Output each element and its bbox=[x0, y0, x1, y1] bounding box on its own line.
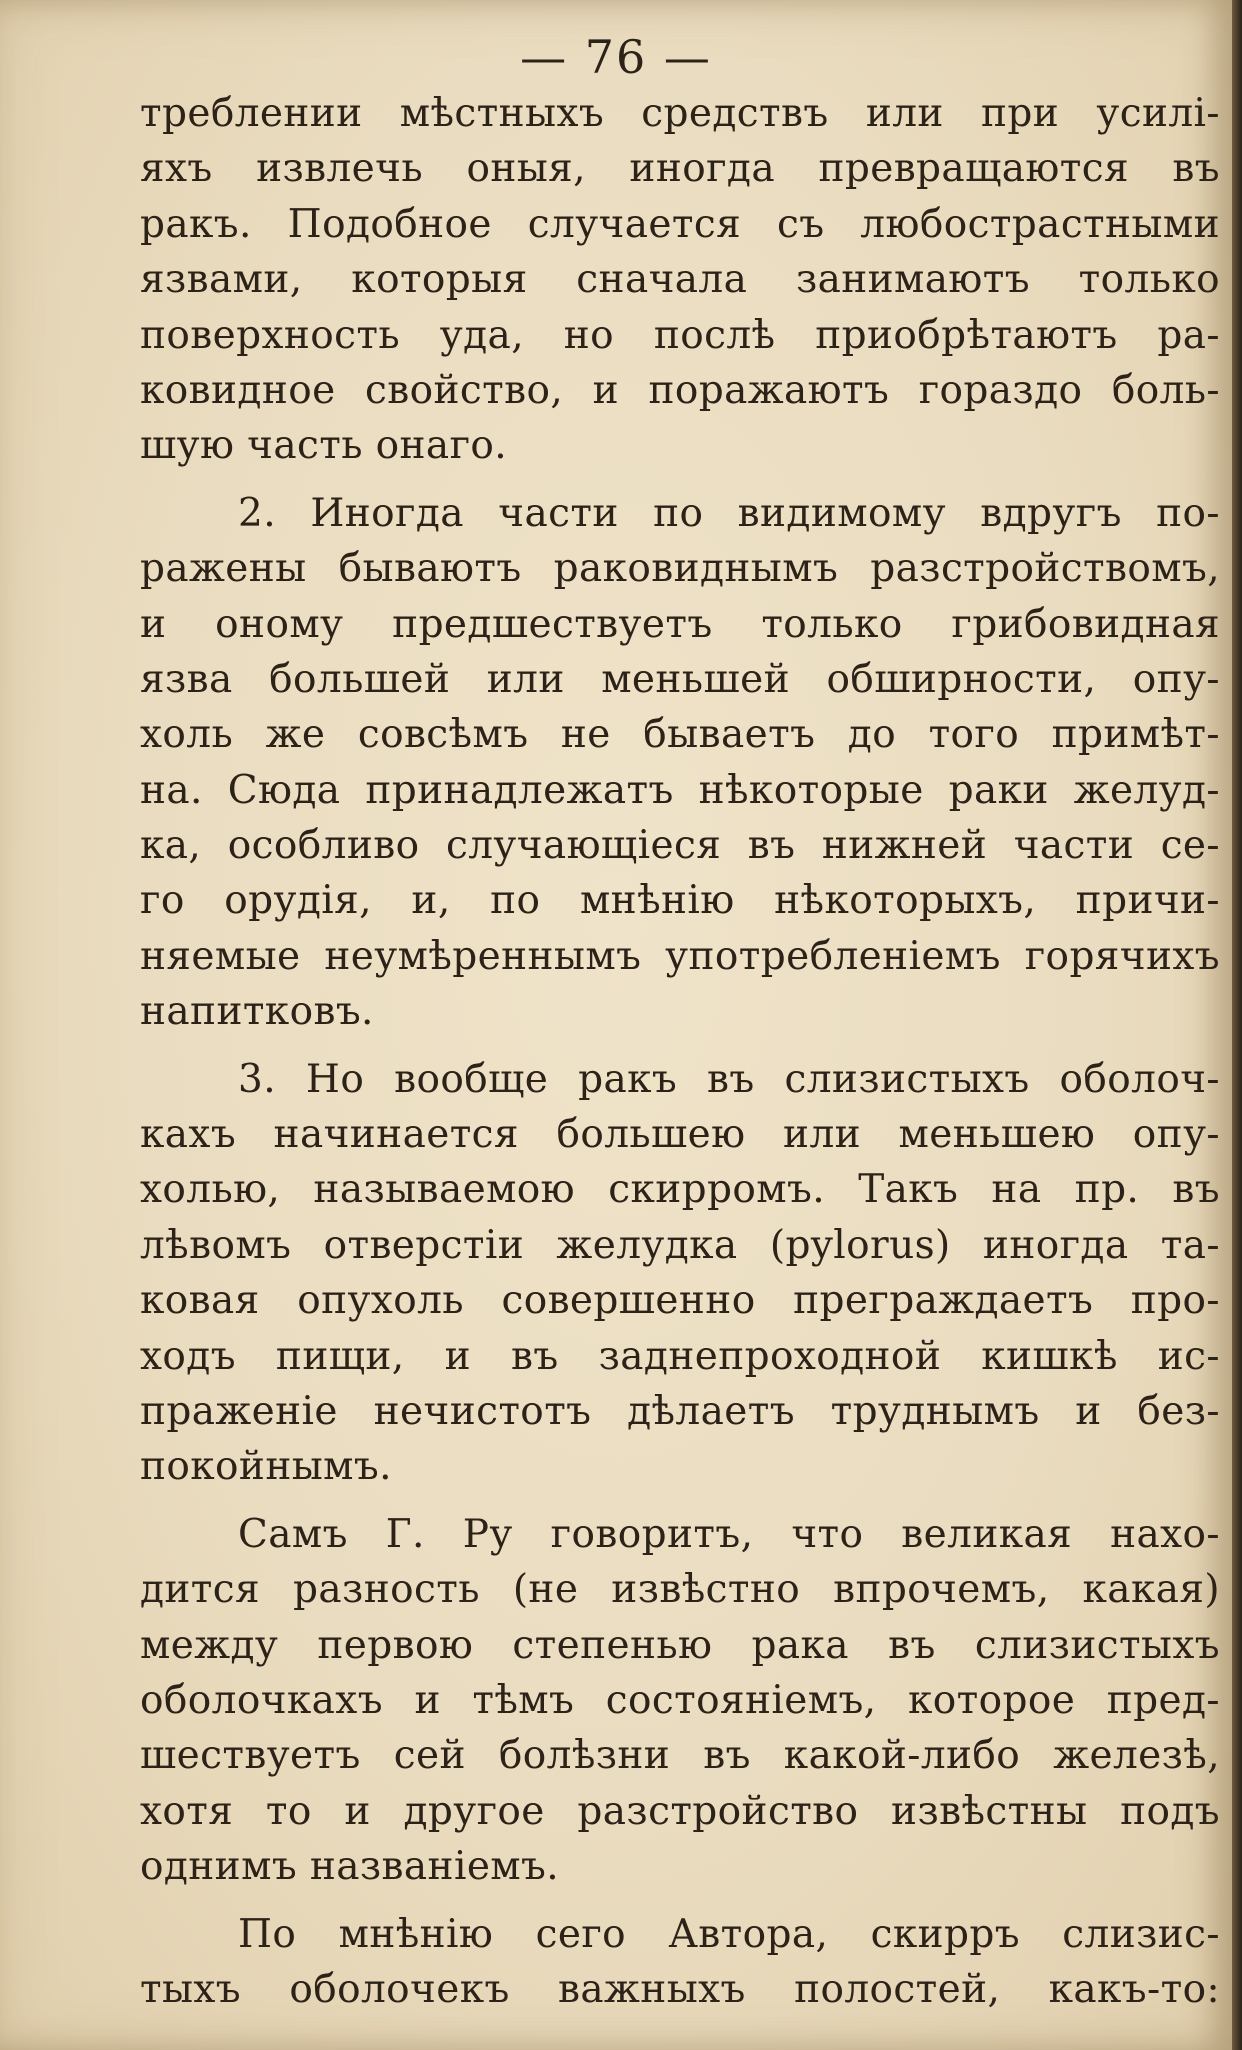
text-line: хотя то и другое разстройство извѣстны подъ bbox=[140, 1788, 1220, 1834]
text-line: праженіе нечистотъ дѣлаетъ труднымъ и без- bbox=[140, 1388, 1220, 1434]
paragraph-1 bbox=[140, 86, 1220, 474]
text-line: однимъ названіемъ. bbox=[140, 1844, 560, 1890]
text-line: на. Сюда принадлежатъ нѣкоторые раки желуд- bbox=[140, 767, 1220, 813]
text-line: лѣвомъ отверстіи желудка (pylorus) иногда та- bbox=[140, 1222, 1220, 1268]
text-line: Самъ Г. Ру говоритъ, что великая нахо- bbox=[238, 1511, 1220, 1557]
text-line: По мнѣнію сего Автора, скирръ слизис- bbox=[238, 1911, 1220, 1957]
text-line: поверхность уда, но послѣ приобрѣтаютъ ра- bbox=[140, 312, 1220, 358]
paragraph-4 bbox=[140, 1507, 1220, 1895]
page-text bbox=[140, 86, 1220, 2017]
text-line: язвами, которыя сначала занимаютъ только bbox=[140, 257, 1220, 303]
page-edge-shadow bbox=[1232, 0, 1242, 2050]
text-line: холью, называемою скирромъ. Такъ на пр. въ bbox=[140, 1167, 1220, 1213]
page-number-header: — 76 — bbox=[520, 30, 712, 84]
text-line: яхъ извлечь оныя, иногда превращаются въ bbox=[140, 146, 1220, 192]
text-line: ходъ пищи, и въ заднепроходной кишкѣ ис- bbox=[140, 1333, 1220, 1379]
text-line: ракъ. Подобное случается съ любострастными bbox=[140, 201, 1220, 247]
text-line: 3. Но вообще ракъ въ слизистыхъ оболоч- bbox=[238, 1056, 1220, 1102]
text-line: напитковъ. bbox=[140, 989, 374, 1035]
text-line: оболочкахъ и тѣмъ состояніемъ, которое пред- bbox=[140, 1677, 1220, 1723]
text-line: ка, особливо случающіеся въ нижней части се- bbox=[140, 823, 1220, 869]
text-line: холь же совсѣмъ не бываетъ до того примѣт- bbox=[140, 712, 1220, 758]
text-line: няемые неумѣреннымъ употребленіемъ горячихъ bbox=[140, 933, 1220, 979]
text-line: между первою степенью рака въ слизистыхъ bbox=[140, 1622, 1220, 1668]
text-line: 2. Иногда части по видимому вдругъ по- bbox=[238, 490, 1220, 536]
text-line: шествуетъ сей болѣзни въ какой-либо железѣ, bbox=[140, 1733, 1220, 1779]
paragraph-5 bbox=[140, 1907, 1220, 2018]
text-line: шую часть онаго. bbox=[140, 423, 508, 469]
text-line: тыхъ оболочекъ важныхъ полостей, какъ-то: bbox=[140, 1966, 1220, 2012]
text-line: язва большей или меньшей обширности, опу- bbox=[140, 656, 1220, 702]
paragraph-2 bbox=[140, 486, 1220, 1040]
text-line: дится разность (не извѣстно впрочемъ, какая) bbox=[140, 1567, 1220, 1613]
text-line: и оному предшествуетъ только грибовидная bbox=[140, 601, 1220, 647]
text-line: покойнымъ. bbox=[140, 1444, 392, 1490]
text-line: го орудія, и, по мнѣнію нѣкоторыхъ, причи- bbox=[140, 878, 1220, 924]
text-line: треблении мѣстныхъ средствъ или при усилі- bbox=[140, 91, 1220, 136]
text-line: ковая опухоль совершенно преграждаетъ про- bbox=[140, 1278, 1220, 1324]
text-line: ражены бываютъ раковиднымъ разстройствомъ, bbox=[140, 546, 1220, 592]
text-line: ковидное свойство, и поражаютъ гораздо боль- bbox=[140, 367, 1220, 413]
text-line: кахъ начинается большею или меньшею опу- bbox=[140, 1112, 1220, 1158]
paragraph-3 bbox=[140, 1052, 1220, 1495]
